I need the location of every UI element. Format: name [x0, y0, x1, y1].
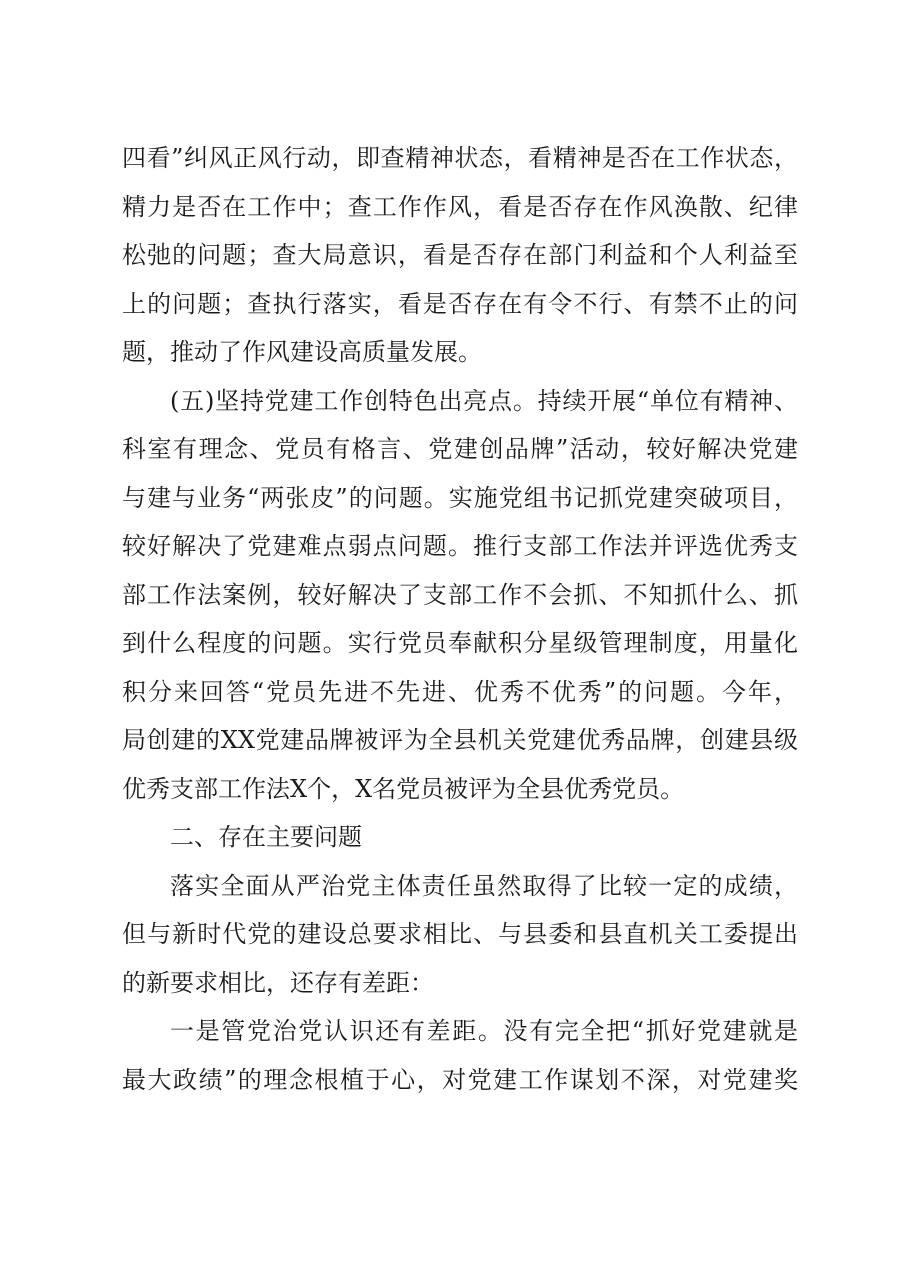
- text-line: 题，推动了作风建设高质量发展。: [122, 338, 482, 366]
- text-line: 部工作法案例，较好解决了支部工作不会抓、不知抓什么、抓: [122, 580, 798, 609]
- text-line: 最大政绩”的理念根植于心，对党建工作谋划不深，对党建奖: [122, 1065, 798, 1094]
- paragraph-focus-check: [122, 134, 798, 377]
- paragraph-heading-two: [122, 813, 798, 862]
- text-line: 一是管党治党认识还有差距。没有完全把“抓好党建就是: [170, 1017, 798, 1045]
- text-line: 的新要求相比，还存有差距：: [122, 968, 434, 997]
- paragraph-problems-intro: [122, 862, 798, 1008]
- paragraph-section-five: [122, 377, 798, 814]
- text-line: 松弛的问题；查大局意识，看是否存在部门利益和个人利益至: [122, 241, 798, 269]
- text-line: 与建与业务“两张皮”的问题。实施党组书记抓党建突破项目，: [122, 483, 798, 512]
- text-line: 但与新时代党的建设总要求相比、与县委和县直机关工委提出: [122, 920, 798, 948]
- text-line: 科室有理念、党员有格言、党建创品牌”活动，较好解决党建: [122, 435, 798, 463]
- text-line: 四看”纠风正风行动，即查精神状态，看精神是否在工作状态，: [122, 144, 798, 172]
- paragraph-problem-one: [122, 1007, 798, 1104]
- text-line: 到什么程度的问题。实行党员奉献积分星级管理制度，用量化: [122, 629, 798, 657]
- document-body: [122, 134, 798, 1104]
- text-line: 积分来回答“党员先进不先进、优秀不优秀”的问题。今年，: [122, 677, 798, 706]
- text-line: 上的问题；查执行落实，看是否存在有令不行、有禁不止的问: [122, 289, 798, 318]
- text-line: 优秀支部工作法X个，X名党员被评为全县优秀党员。: [122, 774, 685, 803]
- text-line: 二、存在主要问题: [170, 823, 362, 851]
- text-line: 局创建的XX党建品牌被评为全县机关党建优秀品牌，创建县级: [122, 726, 798, 754]
- text-line: 精力是否在工作中；查工作作风，看是否存在作风涣散、纪律: [122, 192, 798, 221]
- text-line: (五)坚持党建工作创特色出亮点。持续开展“单位有精神、: [170, 386, 798, 415]
- text-line: 较好解决了党建难点弱点问题。推行支部工作法并评选优秀支: [122, 532, 798, 560]
- text-line: 落实全面从严治党主体责任虽然取得了比较一定的成绩，: [170, 871, 798, 900]
